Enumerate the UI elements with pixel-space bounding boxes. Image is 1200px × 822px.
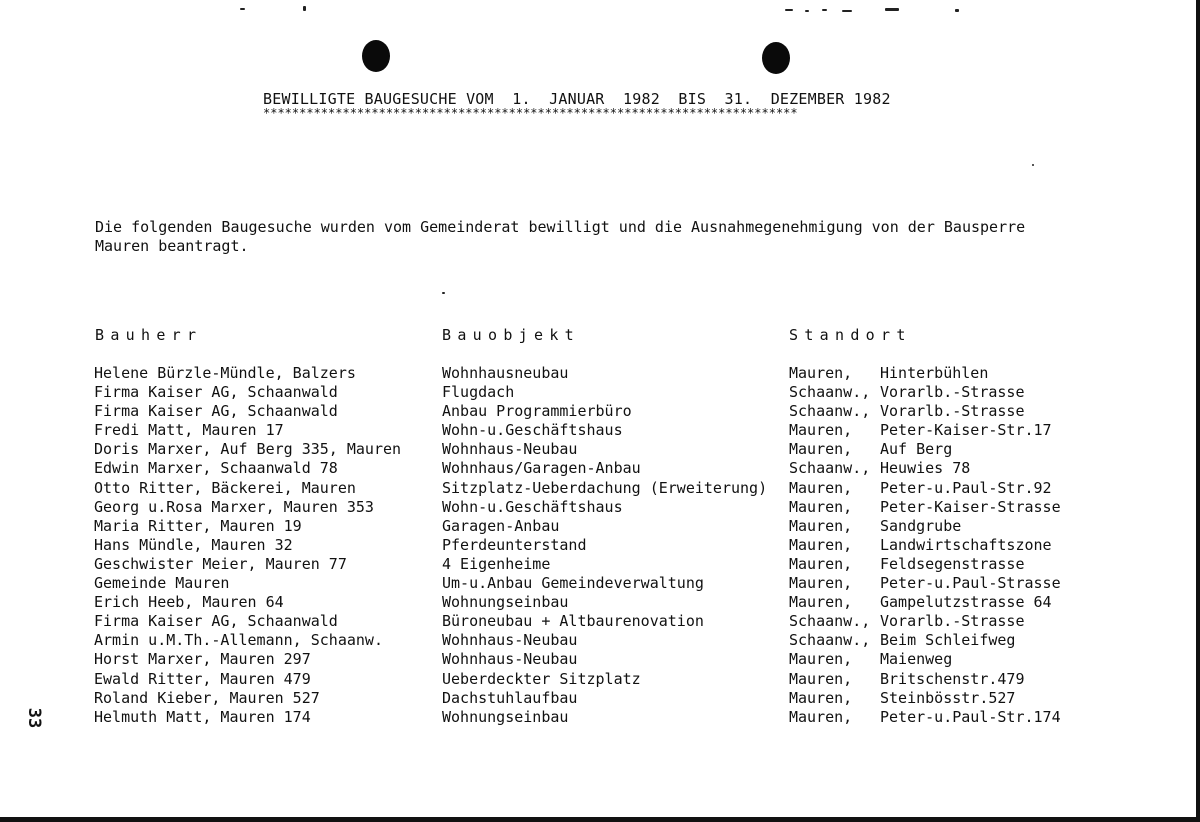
row-bauherr: Erich Heeb, Mauren 64 <box>94 593 284 612</box>
row-ort: Mauren, <box>789 669 853 688</box>
row-strasse: Peter-u.Paul-Str.174 <box>880 707 1061 726</box>
page-number: 33 <box>24 707 45 729</box>
row-ort: Mauren, <box>789 364 853 382</box>
scan-speck <box>805 10 809 12</box>
row-bauherr: Firma Kaiser AG, Schaanwald <box>94 383 338 402</box>
row-strasse: Landwirtschaftszone <box>880 535 1052 554</box>
row-bauobjekt: Flugdach <box>442 383 515 402</box>
table-row <box>0 402 1200 421</box>
row-bauherr: Doris Marxer, Auf Berg 335, Mauren <box>94 440 402 459</box>
row-ort: Mauren, <box>789 688 853 707</box>
row-bauobjekt: Anbau Programmierbüro <box>442 402 632 421</box>
row-strasse: Gampelutzstrasse 64 <box>880 593 1052 612</box>
table-row <box>0 650 1200 669</box>
table-row <box>0 459 1200 478</box>
row-bauobjekt: Wohnhaus-Neubau <box>442 631 578 650</box>
row-strasse: Britschenstr.479 <box>880 669 1025 688</box>
row-bauobjekt: Wohnhausneubau <box>442 364 569 382</box>
row-ort: Mauren, <box>789 421 853 440</box>
row-bauobjekt: Um-u.Anbau Gemeindeverwaltung <box>442 574 704 593</box>
row-bauherr: Firma Kaiser AG, Schaanwald <box>94 402 338 421</box>
row-ort: Mauren, <box>789 516 853 535</box>
table-row <box>0 383 1200 402</box>
row-ort: Schaanw., <box>789 612 871 631</box>
table-row <box>0 479 1200 498</box>
row-strasse: Peter-Kaiser-Strasse <box>880 497 1061 516</box>
table-row <box>0 498 1200 517</box>
row-bauherr: Horst Marxer, Mauren 297 <box>94 650 311 669</box>
table-row <box>0 421 1200 440</box>
row-bauherr: Fredi Matt, Mauren 17 <box>94 421 284 440</box>
table-row <box>0 689 1200 708</box>
punch-hole-left <box>362 40 390 72</box>
row-bauobjekt: Pferdeunterstand <box>442 535 587 554</box>
scan-speck <box>955 9 959 12</box>
table-row <box>0 517 1200 536</box>
table-row <box>0 670 1200 689</box>
table-row <box>0 708 1200 727</box>
row-bauherr: Georg u.Rosa Marxer, Mauren 353 <box>94 497 374 516</box>
scan-speck <box>822 9 827 11</box>
table-row <box>0 593 1200 612</box>
row-ort: Schaanw., <box>789 631 871 650</box>
row-bauobjekt: Dachstuhlaufbau <box>442 688 578 707</box>
title-underline: ************************************************************************** <box>263 106 798 120</box>
table-row <box>0 612 1200 631</box>
scan-speck <box>1032 164 1034 166</box>
row-bauobjekt: Sitzplatz-Ueberdachung (Erweiterung) <box>442 478 768 497</box>
scan-speck <box>303 6 306 11</box>
row-bauherr: Firma Kaiser AG, Schaanwald <box>94 612 338 631</box>
table-row <box>0 536 1200 555</box>
row-strasse: Peter-Kaiser-Str.17 <box>880 421 1052 440</box>
row-bauherr: Geschwister Meier, Mauren 77 <box>94 554 347 573</box>
row-bauobjekt: Wohn-u.Geschäftshaus <box>442 497 623 516</box>
row-ort: Mauren, <box>789 440 853 459</box>
row-ort: Schaanw., <box>789 402 871 421</box>
row-ort: Mauren, <box>789 574 853 593</box>
row-bauobjekt: Ueberdeckter Sitzplatz <box>442 669 641 688</box>
row-strasse: Peter-u.Paul-Str.92 <box>880 478 1052 497</box>
row-bauherr: Helmuth Matt, Mauren 174 <box>94 707 311 726</box>
row-bauobjekt: Wohnhaus-Neubau <box>442 650 578 669</box>
row-bauherr: Ewald Ritter, Mauren 479 <box>94 669 311 688</box>
row-strasse: Vorarlb.-Strasse <box>880 402 1025 421</box>
row-bauobjekt: Wohnhaus/Garagen-Anbau <box>442 459 641 478</box>
row-bauherr: Hans Mündle, Mauren 32 <box>94 535 293 554</box>
row-strasse: Hinterbühlen <box>880 364 989 382</box>
document-title: BEWILLIGTE BAUGESUCHE VOM 1. JANUAR 1982 BIS 31. DEZEMBER 1982 <box>263 90 891 108</box>
row-bauobjekt: Wohnungseinbau <box>442 593 569 612</box>
permit-list <box>0 364 1200 727</box>
row-ort: Schaanw., <box>789 459 871 478</box>
row-bauobjekt: 4 Eigenheime <box>442 554 551 573</box>
row-strasse: Sandgrube <box>880 516 962 535</box>
scan-speck <box>240 8 245 10</box>
row-bauherr: Armin u.M.Th.-Allemann, Schaanw. <box>94 631 383 650</box>
row-strasse: Feldsegenstrasse <box>880 554 1025 573</box>
row-bauherr: Helene Bürzle-Mündle, Balzers <box>94 364 356 382</box>
row-bauobjekt: Wohnhaus-Neubau <box>442 440 578 459</box>
row-ort: Mauren, <box>789 593 853 612</box>
scan-speck <box>785 9 793 11</box>
scan-speck <box>442 292 445 294</box>
row-strasse: Heuwies 78 <box>880 459 971 478</box>
row-strasse: Beim Schleifweg <box>880 631 1016 650</box>
row-ort: Mauren, <box>789 497 853 516</box>
scan-border-bottom <box>0 817 1200 822</box>
intro-paragraph: Die folgenden Baugesuche wurden vom Gemeinderat bewilligt und die Ausnahmegenehmigung von der Bausperre Mauren beantragt. <box>95 218 1026 255</box>
table-row <box>0 440 1200 459</box>
row-bauherr: Roland Kieber, Mauren 527 <box>94 688 320 707</box>
table-row <box>0 631 1200 650</box>
row-bauherr: Otto Ritter, Bäckerei, Mauren <box>94 478 356 497</box>
punch-hole-right <box>762 42 790 74</box>
row-strasse: Steinbösstr.527 <box>880 688 1016 707</box>
row-bauobjekt: Büroneubau + Altbaurenovation <box>442 612 704 631</box>
row-ort: Mauren, <box>789 650 853 669</box>
scan-speck <box>885 8 899 11</box>
table-row <box>0 555 1200 574</box>
row-bauobjekt: Garagen-Anbau <box>442 516 560 535</box>
row-bauobjekt: Wohn-u.Geschäftshaus <box>442 421 623 440</box>
column-header-bauobjekt: Bauobjekt <box>442 326 580 344</box>
row-ort: Mauren, <box>789 707 853 726</box>
table-row <box>0 574 1200 593</box>
row-strasse: Auf Berg <box>880 440 953 459</box>
row-ort: Schaanw., <box>789 383 871 402</box>
row-bauherr: Gemeinde Mauren <box>94 574 230 593</box>
row-bauobjekt: Wohnungseinbau <box>442 707 569 726</box>
row-bauherr: Maria Ritter, Mauren 19 <box>94 516 302 535</box>
table-row <box>0 364 1200 383</box>
row-bauherr: Edwin Marxer, Schaanwald 78 <box>94 459 338 478</box>
column-header-standort: Standort <box>789 326 912 344</box>
scan-speck <box>842 10 852 12</box>
row-strasse: Vorarlb.-Strasse <box>880 612 1025 631</box>
row-strasse: Maienweg <box>880 650 953 669</box>
row-ort: Mauren, <box>789 554 853 573</box>
row-ort: Mauren, <box>789 535 853 554</box>
column-header-bauherr: Bauherr <box>95 326 203 344</box>
row-strasse: Vorarlb.-Strasse <box>880 383 1025 402</box>
row-strasse: Peter-u.Paul-Strasse <box>880 574 1061 593</box>
row-ort: Mauren, <box>789 478 853 497</box>
